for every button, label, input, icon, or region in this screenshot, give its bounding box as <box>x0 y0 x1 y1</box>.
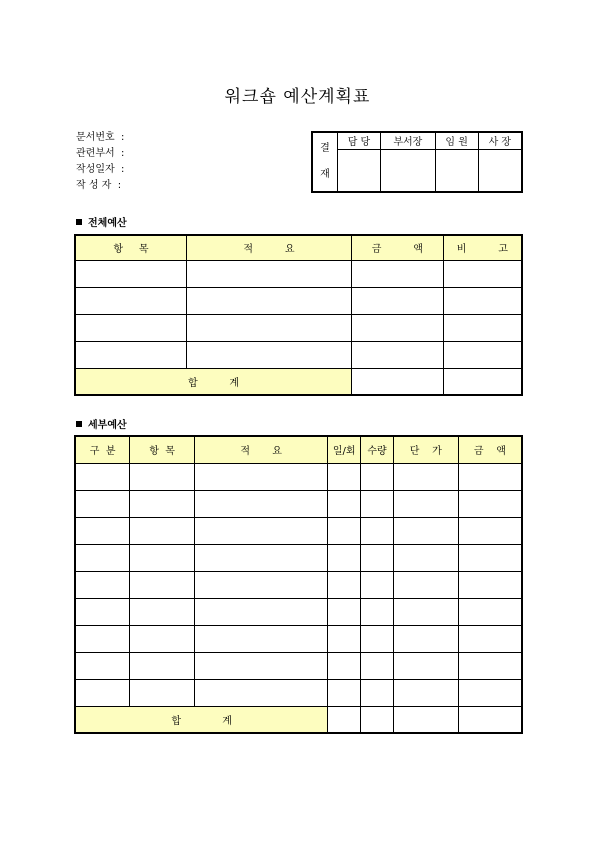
column-header: 항 목 <box>130 436 195 463</box>
table-row <box>75 341 522 368</box>
table-row <box>75 679 522 706</box>
section-title-total: 전체예산 <box>76 214 127 229</box>
total-row <box>75 706 522 733</box>
total-label: 합 계 <box>75 368 352 395</box>
table-row <box>75 598 522 625</box>
square-bullet-icon <box>76 421 82 427</box>
table-row <box>75 544 522 571</box>
table-row <box>75 571 522 598</box>
column-header: 금 액 <box>352 235 444 260</box>
table-row <box>75 260 522 287</box>
date-label: 작성일자 : <box>76 164 125 175</box>
total-row <box>75 368 522 395</box>
total-budget-table <box>74 234 523 396</box>
approval-header: 임 원 <box>435 132 478 149</box>
table-row <box>75 287 522 314</box>
table-row <box>75 314 522 341</box>
total-label: 합 계 <box>75 706 328 733</box>
approval-header: 담 당 <box>338 132 381 149</box>
doc-number-label: 문서번호 : <box>76 132 125 143</box>
table-row <box>75 652 522 679</box>
approval-header: 부서장 <box>380 132 435 149</box>
total-note-cell[interactable] <box>443 368 522 395</box>
approval-sign-cell[interactable] <box>338 149 381 192</box>
column-header: 일/회 <box>328 436 361 463</box>
table-row <box>75 517 522 544</box>
column-header: 단 가 <box>393 436 458 463</box>
table-row <box>75 463 522 490</box>
column-header: 비 고 <box>443 235 522 260</box>
approval-table <box>311 131 523 193</box>
detail-budget-table <box>74 435 523 734</box>
section-title-detail: 세부예산 <box>76 416 127 431</box>
document-meta <box>76 130 124 194</box>
column-header: 적 요 <box>194 436 327 463</box>
approval-side-label: 결 재 <box>312 132 338 192</box>
document-title: 워크숍 예산계획표 <box>224 87 371 107</box>
approval-sign-cell[interactable] <box>380 149 435 192</box>
table-row <box>75 490 522 517</box>
author-label: 작 성 자 : <box>76 180 122 191</box>
column-header: 항 목 <box>75 235 186 260</box>
approval-sign-cell[interactable] <box>478 149 522 192</box>
column-header: 금 액 <box>458 436 522 463</box>
related-dept-label: 관련부서 : <box>76 148 125 159</box>
column-header: 수량 <box>361 436 394 463</box>
approval-sign-cell[interactable] <box>435 149 478 192</box>
total-amount-cell[interactable] <box>352 368 444 395</box>
square-bullet-icon <box>76 219 82 225</box>
column-header: 적 요 <box>186 235 351 260</box>
table-row <box>75 625 522 652</box>
column-header: 구 분 <box>75 436 130 463</box>
approval-header: 사 장 <box>478 132 522 149</box>
